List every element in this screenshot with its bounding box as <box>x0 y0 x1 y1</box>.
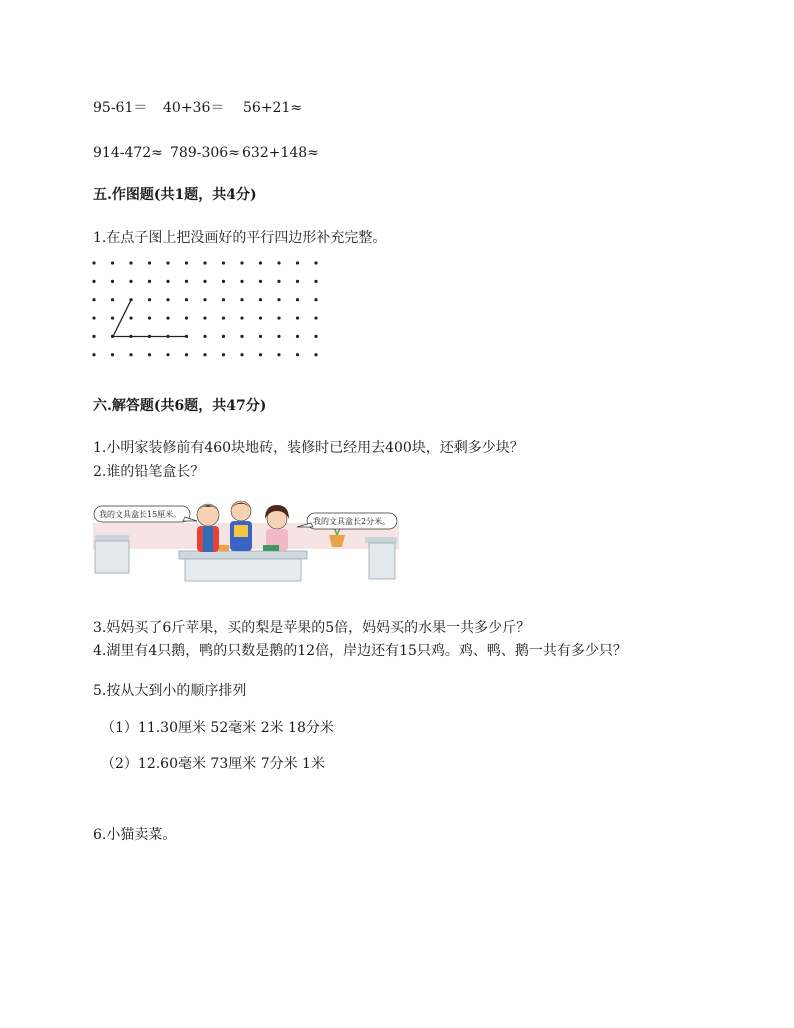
grid-dot <box>148 261 151 264</box>
calc-item: 56+21≈ <box>243 100 303 116</box>
section6-question-1: 1.小明家装修前有460块地砖，装修时已经用去400块，还剩多少块？ <box>93 440 524 456</box>
grid-dot <box>129 353 132 356</box>
grid-dot <box>203 316 206 319</box>
grid-dot <box>129 261 132 264</box>
grid-dot <box>277 316 280 319</box>
grid-dot <box>222 353 225 356</box>
grid-dot <box>296 261 299 264</box>
section6-question-6: 6.小猫卖菜。 <box>93 827 177 843</box>
grid-dot <box>314 353 317 356</box>
grid-dot <box>296 353 299 356</box>
calc-item: 40+36＝ <box>163 100 225 116</box>
section5-heading: 五.作图题(共1题，共4分) <box>93 187 257 203</box>
section6-heading: 六.解答题(共6题，共47分) <box>93 398 267 414</box>
grid-dot <box>203 353 206 356</box>
section6-question-4: 4.湖里有4只鹅，鸭的只数是鹅的12倍，岸边还有15只鸡。鸡、鸭、鹅一共有多少只？ <box>93 643 627 659</box>
grid-dot <box>111 298 114 301</box>
grid-dot <box>222 280 225 283</box>
grid-dot <box>111 353 114 356</box>
grid-dot <box>314 316 317 319</box>
grid-dot <box>185 261 188 264</box>
grid-dot <box>185 298 188 301</box>
grid-dot <box>92 316 95 319</box>
grid-dot <box>296 298 299 301</box>
grid-dot <box>111 261 114 264</box>
grid-dot <box>203 261 206 264</box>
grid-dot <box>185 316 188 319</box>
grid-dot <box>166 261 169 264</box>
calc-item: 914-472≈ <box>93 145 163 161</box>
section6-question-5: 5.按从大到小的顺序排列 <box>93 683 247 699</box>
grid-dot <box>129 316 132 319</box>
grid-dot <box>92 335 95 338</box>
grid-dot <box>111 280 114 283</box>
grid-dot <box>296 280 299 283</box>
grid-dot <box>92 298 95 301</box>
section6-question-2: 2.谁的铅笔盒长？ <box>93 464 205 480</box>
bubble-right-text: 我的文具盒长2分米。 <box>313 517 391 526</box>
grid-dot <box>259 335 262 338</box>
grid-dot <box>259 261 262 264</box>
grid-dot <box>185 353 188 356</box>
grid-dot <box>259 298 262 301</box>
grid-dot <box>240 261 243 264</box>
bubble-left-text: 我的文具盒长15厘米。 <box>99 510 182 519</box>
grid-dot <box>240 280 243 283</box>
grid-dot <box>277 298 280 301</box>
grid-dot <box>92 353 95 356</box>
grid-dot <box>203 298 206 301</box>
grid-dot <box>148 353 151 356</box>
grid-dot <box>259 280 262 283</box>
section6-question-5-part-2: （2）12.60毫米 73厘米 7分米 1米 <box>101 756 325 772</box>
section6-question-3: 3.妈妈买了6斤苹果，买的梨是苹果的5倍，妈妈买的水果一共多少斤？ <box>93 620 531 636</box>
section6-question-5-part-1: （1）11.30厘米 52毫米 2米 18分米 <box>101 720 334 736</box>
grid-dot <box>240 298 243 301</box>
grid-dot <box>314 335 317 338</box>
parallelogram-side <box>113 299 132 337</box>
grid-dot <box>148 280 151 283</box>
grid-dot <box>314 298 317 301</box>
grid-dot <box>148 298 151 301</box>
grid-dot <box>92 280 95 283</box>
grid-dot <box>166 316 169 319</box>
grid-dot <box>166 280 169 283</box>
calc-item: 632+148≈ <box>242 145 319 161</box>
grid-dot <box>222 335 225 338</box>
calc-row-1 <box>93 99 302 117</box>
calc-row-2 <box>93 144 319 162</box>
grid-dot <box>314 261 317 264</box>
grid-dot <box>222 261 225 264</box>
grid-dot <box>296 316 299 319</box>
grid-dot <box>185 280 188 283</box>
grid-dot <box>240 353 243 356</box>
pencil-box-illustration <box>93 495 399 583</box>
grid-dot <box>111 316 114 319</box>
grid-dot <box>203 335 206 338</box>
grid-dot <box>222 316 225 319</box>
grid-dot <box>259 316 262 319</box>
grid-dot <box>240 316 243 319</box>
grid-dot <box>222 298 225 301</box>
grid-dot <box>277 353 280 356</box>
grid-dot <box>240 335 243 338</box>
calc-item: 95-61＝ <box>93 100 148 116</box>
calc-item: 789-306≈ <box>170 145 240 161</box>
grid-dot <box>166 353 169 356</box>
section5-question-1: 1.在点子图上把没画好的平行四边形补充完整。 <box>93 230 387 246</box>
grid-dot <box>277 261 280 264</box>
grid-dot <box>92 261 95 264</box>
grid-dot <box>296 335 299 338</box>
grid-dot <box>259 353 262 356</box>
grid-dot <box>277 335 280 338</box>
grid-dot <box>166 298 169 301</box>
dot-grid <box>88 257 328 367</box>
grid-dot <box>314 280 317 283</box>
grid-dot <box>203 280 206 283</box>
grid-dot <box>129 280 132 283</box>
grid-dot <box>277 280 280 283</box>
grid-dot <box>148 316 151 319</box>
